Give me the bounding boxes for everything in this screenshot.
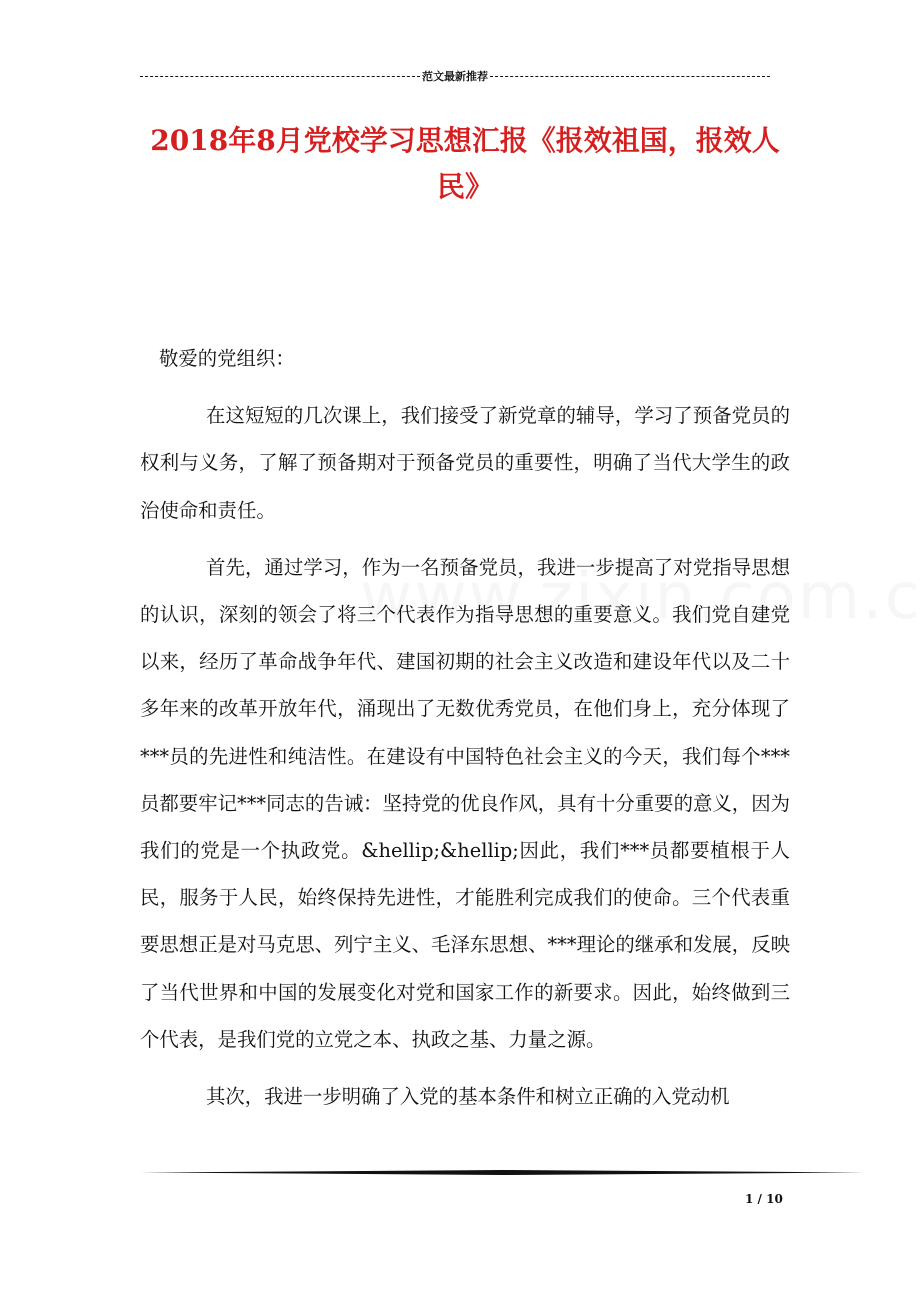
page-header <box>140 68 770 84</box>
page-number: 1 / 10 <box>745 1192 783 1206</box>
header-label: 范文最新推荐 <box>422 70 488 83</box>
document-title: 2018年8月党校学习思想汇报《报效祖国，报效人民》 <box>150 124 780 203</box>
paragraph-3: 其次，我进一步明确了入党的基本条件和树立正确的入党动机 <box>206 1085 730 1109</box>
footer-divider <box>140 1170 864 1175</box>
paragraph-1: 在这短短的几次课上，我们接受了新党章的辅导，学习了预备党员的权利与义务，了解了预备期对于预备党员的重要性，明确了当代大学生的政治使命和责任。 <box>140 404 790 522</box>
header-dash-left <box>140 76 420 77</box>
salutation: 敬爱的党组织： <box>159 347 295 370</box>
document-body <box>140 335 790 1120</box>
header-dash-right <box>490 76 770 77</box>
paragraph-2: 首先，通过学习，作为一名预备党员，我进一步提高了对党指导思想的认识，深刻的领会了将三个代表作为指导思想的重要意义。我们党自建党以来，经历了革命战争年代、建国初期的社会主义改造和建设年代以及二十多年来的改革开放年代，涌现出了无数优秀党员，在他们身上，充分体现了***员的先进性和纯洁性。在建设有中国特色社会主义的今天，我们每个***员都要牢记***同志的告诫：坚持党的优良作风，具有十分重要的意义，因为我们的党是一个执政党。&hellip;&hellip;因此，我们***员都要植根于人民，服务于人民，始终保持先进性，才能胜利完成我们的使命。三个代表重要思想正是对马克思、列宁主义、毛泽东思想、***理论的继承和发展，反映了当代世界和中国的发展变化对党和国家工作的新要求。因此，始终做到三个代表，是我们党的立党之本、执政之基、力量之源。 <box>140 555 790 1051</box>
